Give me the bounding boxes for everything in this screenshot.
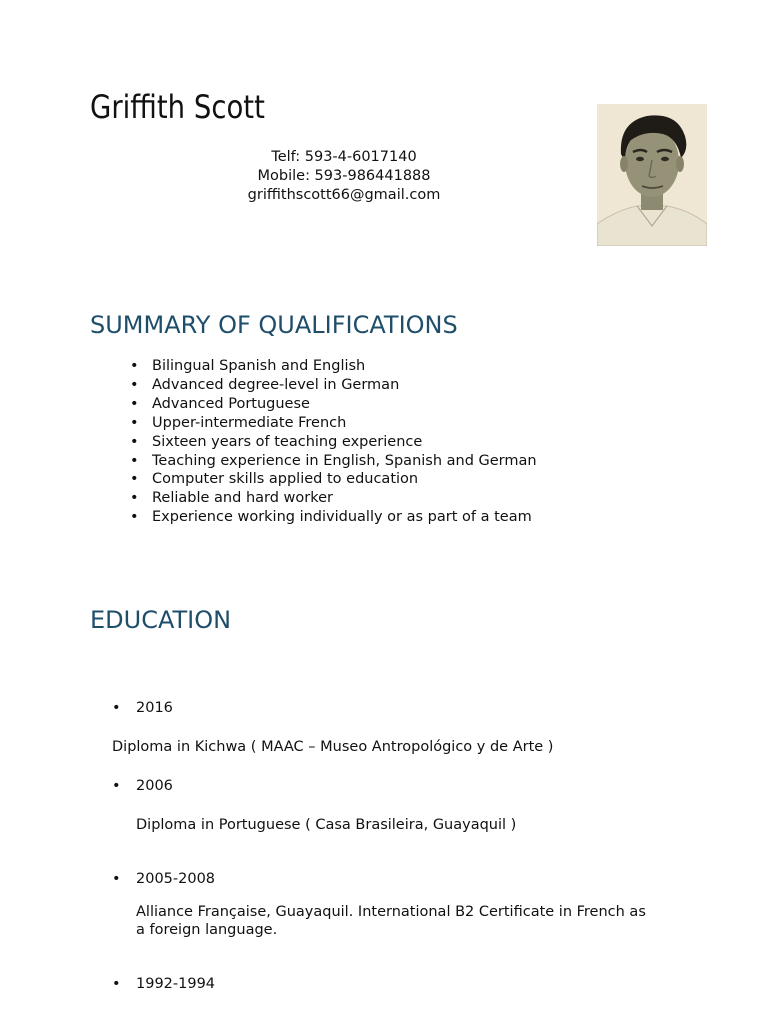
year-text: 1992-1994 [136, 976, 216, 992]
bullet: • [130, 433, 139, 450]
qualification-text: Bilingual Spanish and English [152, 358, 366, 374]
education-detail: Diploma in Portuguese ( Casa Brasileira, Guayaquil ) [136, 817, 517, 833]
education-detail: Diploma in Kichwa ( MAAC – Museo Antropológico y de Arte ) [112, 739, 554, 755]
qualification-text: Advanced degree-level in German [152, 376, 400, 393]
mobile-phone: Mobile: 593-986441888 [257, 168, 431, 184]
bullet: • [130, 376, 139, 393]
education-year [112, 699, 173, 718]
profile-photo [597, 104, 707, 246]
qualification-text: Upper-intermediate French [152, 414, 347, 431]
bullet: • [112, 700, 121, 716]
list-item [130, 376, 537, 395]
education-heading: EDUCATION [90, 606, 232, 634]
bullet: • [130, 471, 139, 488]
qualification-text: Computer skills applied to education [152, 471, 419, 488]
list-item [130, 395, 537, 414]
list-item [130, 433, 537, 452]
bullet: • [112, 871, 121, 887]
bullet: • [130, 414, 139, 431]
bullet: • [130, 509, 139, 526]
email-address: griffithscott66@gmail.com [247, 187, 441, 203]
bullet: • [130, 395, 139, 412]
qualification-text: Sixteen years of teaching experience [152, 433, 423, 450]
telephone: Telf: 593-4-6017140 [271, 149, 417, 165]
list-item [130, 414, 537, 433]
qualification-text: Experience working individually or as part of a team [152, 509, 532, 526]
qualification-text: Reliable and hard worker [152, 490, 333, 507]
bullet: • [130, 452, 139, 469]
bullet: • [130, 358, 139, 374]
list-item [130, 508, 537, 527]
year-text: 2005-2008 [136, 871, 216, 887]
candidate-name: Griffith Scott [90, 88, 265, 126]
year-text: 2016 [136, 700, 173, 716]
list-item [130, 357, 537, 376]
portrait-image [597, 104, 707, 246]
qualification-text: Teaching experience in English, Spanish and German [152, 452, 537, 469]
education-detail: Alliance Française, Guayaquil. International B2 Certificate in French as a foreign language. [136, 904, 646, 938]
bullet: • [112, 976, 121, 992]
year-text: 2006 [136, 778, 173, 794]
list-item [130, 489, 537, 508]
qualification-text: Advanced Portuguese [152, 395, 310, 412]
list-item [130, 470, 537, 489]
qualifications-list [130, 357, 537, 527]
list-item [130, 452, 537, 471]
bullet: • [130, 490, 139, 507]
education-year [112, 870, 215, 889]
contact-block [194, 148, 494, 205]
education-year [112, 777, 173, 796]
summary-heading: SUMMARY OF QUALIFICATIONS [90, 311, 458, 339]
education-year [112, 975, 215, 994]
bullet: • [112, 778, 121, 794]
